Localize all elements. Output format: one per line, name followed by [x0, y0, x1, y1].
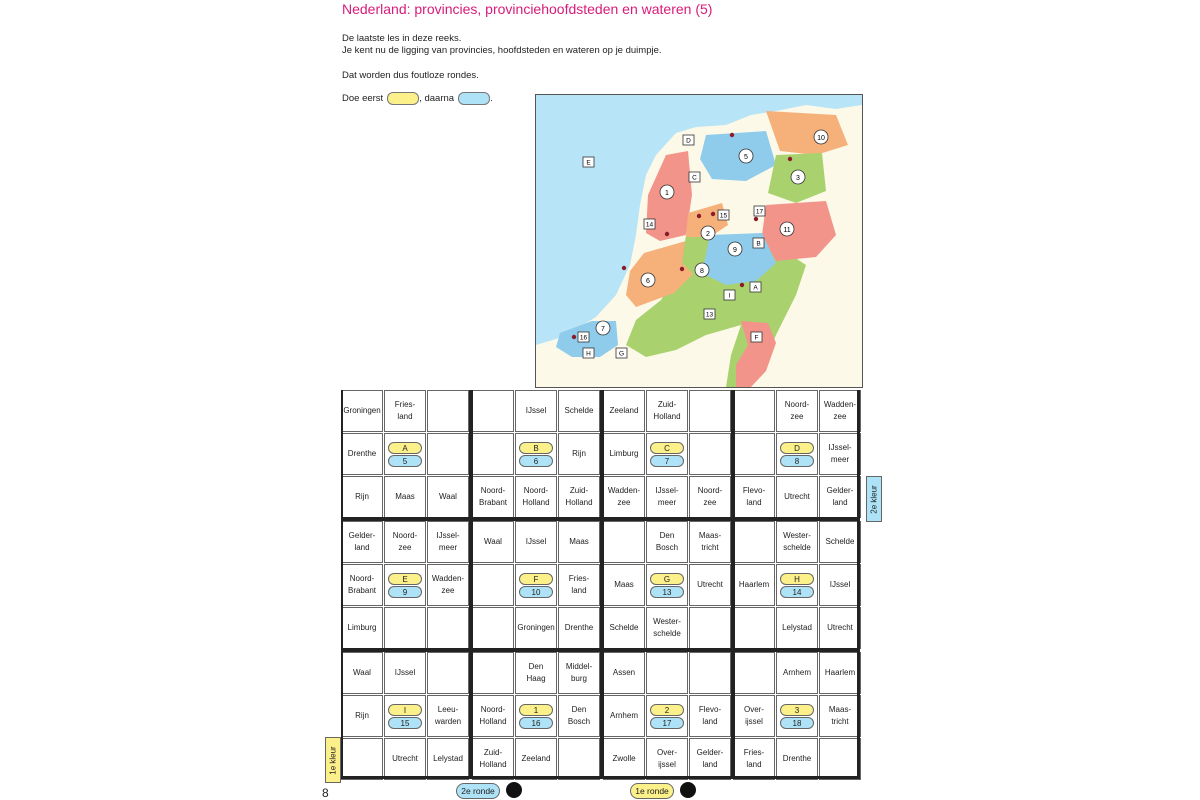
cell-label: Assen	[612, 668, 636, 678]
cell-label: Waal	[439, 492, 457, 502]
blue-code-pill: 7	[650, 455, 684, 467]
grid-cell[interactable]	[776, 390, 818, 432]
cell-label: Over- ijssel	[657, 748, 677, 769]
svg-text:7: 7	[601, 326, 605, 333]
grid-cell[interactable]	[646, 738, 688, 780]
grid-cell	[689, 607, 731, 649]
grid-cell[interactable]	[515, 738, 557, 780]
cell-label: Flevo- land	[742, 486, 766, 507]
grid-cell	[646, 652, 688, 694]
map-label-box	[644, 219, 655, 229]
grid-cell	[384, 607, 426, 649]
svg-text:A: A	[753, 284, 758, 292]
intro-line-2: Je kent nu de ligging van provincies, hoofdsteden en wateren op je duimpje.	[342, 45, 662, 56]
map-label-box	[724, 290, 735, 300]
grid-cell[interactable]	[819, 652, 861, 694]
grid-cell	[384, 564, 426, 606]
map-label-box	[718, 210, 729, 220]
grid-cell	[472, 607, 514, 649]
yellow-code-pill: C	[650, 442, 684, 454]
blue-code-pill: 8	[780, 455, 814, 467]
cell-label: Wadden- zee	[823, 400, 857, 421]
cell-label: IJssel	[525, 406, 547, 416]
cell-label: IJssel	[829, 580, 851, 590]
map-label-box	[683, 135, 694, 145]
grid-cell[interactable]	[341, 607, 383, 649]
cell-label: Waal	[353, 668, 371, 678]
cell-label: Over- ijssel	[744, 705, 764, 726]
grid-cell[interactable]	[776, 476, 818, 518]
grid-cell[interactable]	[472, 521, 514, 563]
grid-cell[interactable]	[427, 738, 469, 780]
svg-text:D: D	[686, 137, 691, 145]
grid-cell[interactable]	[515, 521, 557, 563]
cell-label: Wadden- zee	[431, 574, 465, 595]
cell-label: Maas	[395, 492, 415, 502]
cell-label: Haarlem	[738, 580, 770, 590]
cell-label: Zuid- Holland	[479, 748, 507, 769]
province-number-marker	[814, 130, 828, 144]
cell-label: Limburg	[347, 623, 377, 633]
round-2-badge: 2e ronde	[456, 783, 500, 799]
color-instruction	[342, 92, 493, 105]
instruction-prefix: Doe eerst	[342, 93, 384, 104]
map-label-box	[751, 332, 762, 342]
cell-label: IJssel- meer	[828, 443, 852, 464]
blue-code-pill: 10	[519, 586, 553, 598]
grid-cell[interactable]	[646, 607, 688, 649]
blue-code-pill: 16	[519, 717, 553, 729]
grid-cell[interactable]	[646, 521, 688, 563]
blue-code-pill: 18	[780, 717, 814, 729]
svg-text:8: 8	[700, 268, 704, 275]
grid-cell[interactable]	[472, 738, 514, 780]
grid-cell	[341, 738, 383, 780]
svg-text:G: G	[618, 350, 625, 358]
grid-cell[interactable]	[733, 695, 775, 737]
grid-cell[interactable]	[819, 564, 861, 606]
svg-text:16: 16	[579, 334, 588, 342]
block-separator	[600, 390, 604, 779]
cell-label: Arnhem	[609, 711, 638, 721]
blue-code-pill: 9	[388, 586, 422, 598]
yellow-code-pill: 1	[519, 704, 553, 716]
grid-cell	[733, 607, 775, 649]
grid-cell[interactable]	[776, 738, 818, 780]
cell-label: Rijn	[355, 711, 369, 721]
grid-cell[interactable]	[603, 564, 645, 606]
yellow-code-pill: A	[388, 442, 422, 454]
grid-cell[interactable]	[341, 390, 383, 432]
cell-label: Flevo- land	[698, 705, 722, 726]
map-label-box	[583, 157, 594, 167]
grid-cell	[776, 564, 818, 606]
map-label-box	[578, 332, 589, 342]
intro-line-1: De laatste les in deze reeks.	[342, 33, 462, 44]
capital-dot	[572, 335, 576, 339]
grid-cell[interactable]	[733, 476, 775, 518]
cell-label: Schelde	[609, 623, 639, 633]
svg-text:15: 15	[719, 212, 728, 220]
yellow-code-pill: E	[388, 573, 422, 585]
round-1-badge: 1e ronde	[630, 783, 674, 799]
grid-cell[interactable]	[603, 695, 645, 737]
intro-line-3: Dat worden dus foutloze rondes.	[342, 70, 479, 81]
cell-label: Noord- Brabant	[347, 574, 377, 595]
cell-label: Leeu- warden	[434, 705, 462, 726]
cell-label: Groningen	[517, 623, 555, 633]
grid-cell[interactable]	[819, 521, 861, 563]
grid-cell	[427, 607, 469, 649]
answer-grid	[341, 390, 860, 779]
svg-text:13: 13	[705, 311, 714, 319]
grid-cell[interactable]	[427, 564, 469, 606]
blue-code-pill: 15	[388, 717, 422, 729]
round-1-dot	[680, 782, 696, 798]
cell-label: IJssel- meer	[655, 486, 679, 507]
cell-label: Noord- Holland	[522, 486, 550, 507]
svg-text:5: 5	[744, 154, 748, 161]
svg-text:I: I	[728, 292, 731, 300]
grid-cell	[819, 738, 861, 780]
cell-label: Noord- Holland	[479, 705, 507, 726]
cell-label: Zuid- Holland	[653, 400, 681, 421]
block-separator	[341, 776, 860, 779]
svg-text:10: 10	[817, 135, 825, 142]
svg-text:1: 1	[665, 190, 669, 197]
blue-swatch	[458, 92, 490, 105]
grid-cell[interactable]	[819, 433, 861, 475]
cell-label: Zwolle	[612, 754, 636, 764]
cell-label: Zeeland	[609, 406, 639, 416]
cell-label: Gelder- land	[348, 531, 376, 552]
svg-text:11: 11	[783, 227, 791, 234]
grid-cell[interactable]	[603, 607, 645, 649]
cell-label: Den Bosch	[655, 531, 679, 552]
grid-cell[interactable]	[603, 433, 645, 475]
cell-label: Utrecht	[784, 492, 810, 502]
map-label-box	[750, 282, 761, 292]
grid-cell[interactable]	[515, 390, 557, 432]
grid-cell	[776, 433, 818, 475]
first-color-label: 1e kleur	[328, 745, 338, 775]
grid-cell[interactable]	[689, 738, 731, 780]
grid-cell	[384, 695, 426, 737]
grid-cell[interactable]	[733, 738, 775, 780]
grid-cell[interactable]	[558, 607, 600, 649]
map-label-box	[583, 348, 594, 358]
blue-code-pill: 17	[650, 717, 684, 729]
grid-cell[interactable]	[341, 521, 383, 563]
capital-dot	[680, 267, 684, 271]
svg-text:C: C	[692, 174, 697, 182]
grid-cell[interactable]	[603, 738, 645, 780]
cell-label: Wester- schelde	[783, 531, 811, 552]
cell-label: Middel- burg	[565, 662, 593, 683]
grid-cell	[384, 433, 426, 475]
page-title: Nederland: provincies, provinciehoofdsteden en wateren (5)	[342, 1, 713, 17]
grid-cell[interactable]	[515, 652, 557, 694]
cell-label: IJssel	[525, 537, 547, 547]
svg-text:H: H	[586, 350, 591, 358]
province-number-marker	[641, 273, 655, 287]
grid-cell	[733, 652, 775, 694]
grid-cell[interactable]	[776, 652, 818, 694]
cell-label: IJssel- meer	[436, 531, 460, 552]
second-color-label: 2e kleur	[869, 484, 879, 514]
instruction-middle: , daarna	[419, 93, 455, 104]
yellow-code-pill: H	[780, 573, 814, 585]
cell-label: Schelde	[564, 406, 594, 416]
grid-cell[interactable]	[603, 390, 645, 432]
grid-cell	[472, 652, 514, 694]
province-number-marker	[660, 185, 674, 199]
yellow-code-pill: 2	[650, 704, 684, 716]
yellow-code-pill: I	[388, 704, 422, 716]
grid-cell[interactable]	[472, 695, 514, 737]
capital-dot	[697, 214, 701, 218]
cell-label: Lelystad	[433, 754, 463, 764]
capital-dot	[754, 217, 758, 221]
cell-label: Rijn	[355, 492, 369, 502]
grid-cell	[427, 390, 469, 432]
block-separator	[341, 648, 860, 652]
cell-label: Rijn	[572, 449, 586, 459]
cell-label: Zuid- Holland	[565, 486, 593, 507]
block-separator	[857, 390, 860, 779]
grid-cell	[733, 521, 775, 563]
grid-cell[interactable]	[341, 695, 383, 737]
grid-cell	[689, 390, 731, 432]
capital-dot	[740, 283, 744, 287]
grid-cell	[515, 564, 557, 606]
cell-label: Fries- land	[568, 574, 590, 595]
province-number-marker	[739, 149, 753, 163]
cell-label: Maas	[614, 580, 634, 590]
grid-cell[interactable]	[384, 476, 426, 518]
grid-cell[interactable]	[689, 564, 731, 606]
blue-code-pill: 6	[519, 455, 553, 467]
netherlands-map	[535, 94, 863, 388]
grid-cell[interactable]	[427, 476, 469, 518]
grid-cell	[427, 433, 469, 475]
cell-label: Utrecht	[697, 580, 723, 590]
grid-cell[interactable]	[341, 564, 383, 606]
svg-text:B: B	[756, 240, 761, 248]
cell-label: Gelder- land	[826, 486, 854, 507]
cell-label: Zeeland	[521, 754, 551, 764]
svg-text:F: F	[754, 334, 759, 342]
grid-cell	[776, 695, 818, 737]
capital-dot	[788, 157, 792, 161]
grid-cell[interactable]	[776, 607, 818, 649]
capital-dot	[730, 133, 734, 137]
grid-cell[interactable]	[603, 476, 645, 518]
grid-cell[interactable]	[733, 564, 775, 606]
grid-cell[interactable]	[689, 695, 731, 737]
grid-cell	[603, 521, 645, 563]
cell-label: Arnhem	[782, 668, 811, 678]
capital-dot	[711, 212, 715, 216]
round-2-dot	[506, 782, 522, 798]
blue-code-pill: 14	[780, 586, 814, 598]
cell-label: Utrecht	[392, 754, 418, 764]
svg-text:2: 2	[706, 231, 710, 238]
cell-label: Groningen	[343, 406, 381, 416]
cell-label: Maas- tricht	[828, 705, 852, 726]
cell-label: Schelde	[825, 537, 855, 547]
cell-label: Maas	[569, 537, 589, 547]
grid-cell[interactable]	[384, 390, 426, 432]
page-number: 8	[322, 786, 329, 800]
svg-text:3: 3	[796, 175, 800, 182]
cell-label: Gelder- land	[696, 748, 724, 769]
second-color-tag	[866, 476, 882, 522]
cell-label: Wester- schelde	[653, 617, 681, 638]
cell-label: Lelystad	[782, 623, 812, 633]
map-svg	[536, 95, 862, 387]
svg-text:14: 14	[645, 221, 654, 229]
grid-cell	[733, 433, 775, 475]
map-label-box	[616, 348, 627, 358]
cell-label: Waal	[484, 537, 502, 547]
cell-label: Maas- tricht	[698, 531, 722, 552]
grid-cell[interactable]	[558, 564, 600, 606]
grid-cell[interactable]	[558, 476, 600, 518]
grid-cell[interactable]	[558, 695, 600, 737]
grid-cell[interactable]	[819, 390, 861, 432]
grid-cell[interactable]	[558, 433, 600, 475]
cell-label: Limburg	[609, 449, 639, 459]
cell-label: Drenthe	[782, 754, 812, 764]
yellow-code-pill: G	[650, 573, 684, 585]
svg-text:17: 17	[755, 208, 764, 216]
grid-cell[interactable]	[341, 476, 383, 518]
province-number-marker	[791, 170, 805, 184]
grid-cell[interactable]	[341, 652, 383, 694]
grid-cell[interactable]	[819, 695, 861, 737]
grid-cell[interactable]	[819, 607, 861, 649]
cell-label: Den Haag	[526, 662, 546, 683]
yellow-code-pill: D	[780, 442, 814, 454]
blue-code-pill: 5	[388, 455, 422, 467]
capital-dot	[665, 232, 669, 236]
blue-code-pill: 13	[650, 586, 684, 598]
grid-cell[interactable]	[689, 521, 731, 563]
grid-cell[interactable]	[689, 476, 731, 518]
grid-cell	[646, 695, 688, 737]
first-color-tag	[325, 737, 341, 783]
cell-label: IJssel	[394, 668, 416, 678]
map-label-box	[689, 172, 700, 182]
province-number-marker	[596, 321, 610, 335]
block-separator	[341, 390, 343, 779]
grid-cell	[515, 433, 557, 475]
map-label-box	[704, 309, 715, 319]
cell-label: Utrecht	[827, 623, 853, 633]
svg-text:9: 9	[733, 247, 737, 254]
grid-cell[interactable]	[558, 390, 600, 432]
cell-label: Drenthe	[347, 449, 377, 459]
grid-cell[interactable]	[427, 521, 469, 563]
yellow-code-pill: F	[519, 573, 553, 585]
block-separator	[341, 517, 860, 521]
grid-cell	[689, 433, 731, 475]
cell-label: Wadden- zee	[607, 486, 641, 507]
cell-label: Den Bosch	[567, 705, 591, 726]
cell-label: Haarlem	[824, 668, 856, 678]
capital-dot	[622, 266, 626, 270]
grid-cell	[472, 564, 514, 606]
cell-label: Fries- land	[743, 748, 765, 769]
cell-label: Noord- Brabant	[478, 486, 508, 507]
block-separator	[469, 390, 473, 779]
grid-cell[interactable]	[558, 652, 600, 694]
grid-cell[interactable]	[384, 652, 426, 694]
cell-label: Noord- zee	[392, 531, 418, 552]
grid-cell[interactable]	[384, 738, 426, 780]
grid-cell[interactable]	[603, 652, 645, 694]
grid-cell[interactable]	[776, 521, 818, 563]
grid-cell	[646, 433, 688, 475]
province-number-marker	[701, 226, 715, 240]
grid-cell	[515, 695, 557, 737]
svg-text:6: 6	[646, 278, 650, 285]
grid-cell[interactable]	[819, 476, 861, 518]
province-number-marker	[695, 263, 709, 277]
cell-label: Fries- land	[394, 400, 416, 421]
svg-text:E: E	[586, 159, 591, 167]
grid-cell[interactable]	[427, 695, 469, 737]
province-number-marker	[780, 222, 794, 236]
yellow-swatch	[387, 92, 419, 105]
grid-cell	[427, 652, 469, 694]
grid-cell	[646, 564, 688, 606]
grid-cell[interactable]	[341, 433, 383, 475]
grid-cell	[689, 652, 731, 694]
grid-cell	[733, 390, 775, 432]
grid-cell	[472, 433, 514, 475]
grid-cell[interactable]	[515, 476, 557, 518]
grid-cell[interactable]	[558, 521, 600, 563]
grid-cell	[472, 390, 514, 432]
cell-label: Noord- zee	[697, 486, 723, 507]
map-label-box	[753, 238, 764, 248]
grid-cell[interactable]	[646, 476, 688, 518]
province-number-marker	[728, 242, 742, 256]
grid-cell	[558, 738, 600, 780]
yellow-code-pill: 3	[780, 704, 814, 716]
yellow-code-pill: B	[519, 442, 553, 454]
cell-label: Drenthe	[564, 623, 594, 633]
instruction-suffix: .	[490, 93, 493, 104]
block-separator	[731, 390, 735, 779]
grid-cell[interactable]	[384, 521, 426, 563]
grid-cell[interactable]	[515, 607, 557, 649]
grid-cell[interactable]	[472, 476, 514, 518]
map-label-box	[754, 206, 765, 216]
grid-cell[interactable]	[646, 390, 688, 432]
cell-label: Noord- zee	[784, 400, 810, 421]
